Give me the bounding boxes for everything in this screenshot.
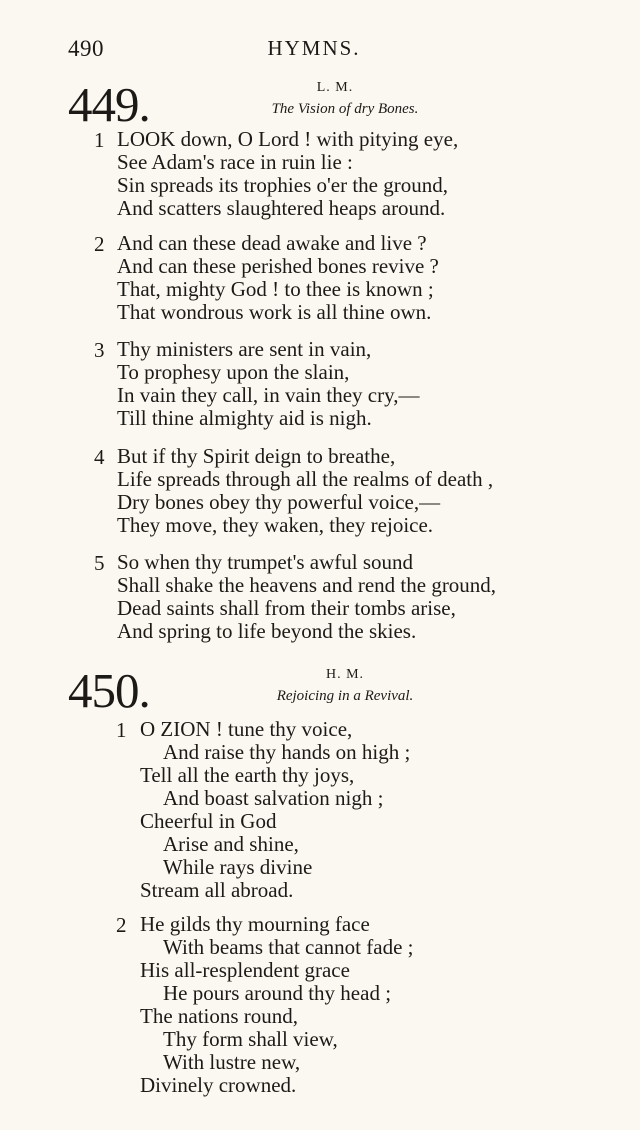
verse-line: Sin spreads its trophies o'er the ground, xyxy=(117,173,448,197)
verse-line: With beams that cannot fade ; xyxy=(163,935,414,959)
verse-line: Life spreads through all the realms of death , xyxy=(117,467,494,491)
verse-line: In vain they call, in vain they cry,— xyxy=(117,383,420,407)
verse-line: And raise thy hands on high ; xyxy=(163,740,411,764)
verse-number: 2 xyxy=(94,232,105,256)
verse-line: And boast salvation nigh ; xyxy=(163,786,384,810)
verse-line: O ZION ! tune thy voice, xyxy=(140,717,353,741)
verse-number: 5 xyxy=(94,551,105,575)
verse-line: The nations round, xyxy=(140,1004,299,1028)
verse-line: And spring to life beyond the skies. xyxy=(117,619,417,643)
verse-number: 2 xyxy=(116,913,127,937)
verse-line: But if thy Spirit deign to breathe, xyxy=(117,444,396,468)
verse-line: That wondrous work is all thine own. xyxy=(117,300,432,324)
hymn-title: The Vision of dry Bones. xyxy=(271,101,419,117)
verse-line: With lustre new, xyxy=(163,1050,301,1074)
verse-line: His all-resplendent grace xyxy=(140,958,350,982)
verse-line: Dry bones obey thy powerful voice,— xyxy=(117,490,441,514)
verse-line: Shall shake the heavens and rend the ground, xyxy=(117,573,497,597)
verse-line: See Adam's race in ruin lie : xyxy=(117,150,353,174)
verse-line: Cheerful in God xyxy=(140,809,277,833)
verse-line: Dead saints shall from their tombs arise, xyxy=(117,596,456,620)
verse-line: They move, they waken, they rejoice. xyxy=(117,513,434,537)
hymn-number: 449. xyxy=(68,77,150,132)
verse-line: To prophesy upon the slain, xyxy=(117,360,350,384)
verse-line: Thy ministers are sent in vain, xyxy=(117,337,372,361)
verse-line: Tell all the earth thy joys, xyxy=(140,763,355,787)
verse-line: While rays divine xyxy=(163,855,313,879)
verse-number: 3 xyxy=(94,338,105,362)
verse-line: Thy form shall view, xyxy=(163,1027,338,1051)
verse-line: And scatters slaughtered heaps around. xyxy=(117,196,446,220)
verse-line: And can these perished bones revive ? xyxy=(117,254,439,278)
running-head: HYMNS. xyxy=(267,36,361,60)
verse-line: And can these dead awake and live ? xyxy=(117,231,427,255)
verse-line: So when thy trumpet's awful sound xyxy=(117,550,414,574)
verse-line: Arise and shine, xyxy=(163,832,299,856)
page-number: 490 xyxy=(68,36,104,61)
verse-line: Stream all abroad. xyxy=(140,878,294,902)
hymn-title: Rejoicing in a Revival. xyxy=(276,688,414,704)
verse-number: 4 xyxy=(94,445,105,469)
verse-number: 1 xyxy=(94,128,105,152)
verse-line: Divinely crowned. xyxy=(140,1073,297,1097)
page-header xyxy=(68,36,560,66)
verse-line: He pours around thy head ; xyxy=(163,981,392,1005)
hymn-meter: L. M. xyxy=(316,80,354,95)
verse-line: He gilds thy mourning face xyxy=(140,912,370,936)
verse-number: 1 xyxy=(116,718,127,742)
hymn-number: 450. xyxy=(68,663,150,718)
verse-line: LOOK down, O Lord ! with pitying eye, xyxy=(117,127,459,151)
hymn-meter: H. M. xyxy=(325,667,365,682)
verse-line: Till thine almighty aid is nigh. xyxy=(117,406,372,430)
verse-line: That, mighty God ! to thee is known ; xyxy=(117,277,434,301)
